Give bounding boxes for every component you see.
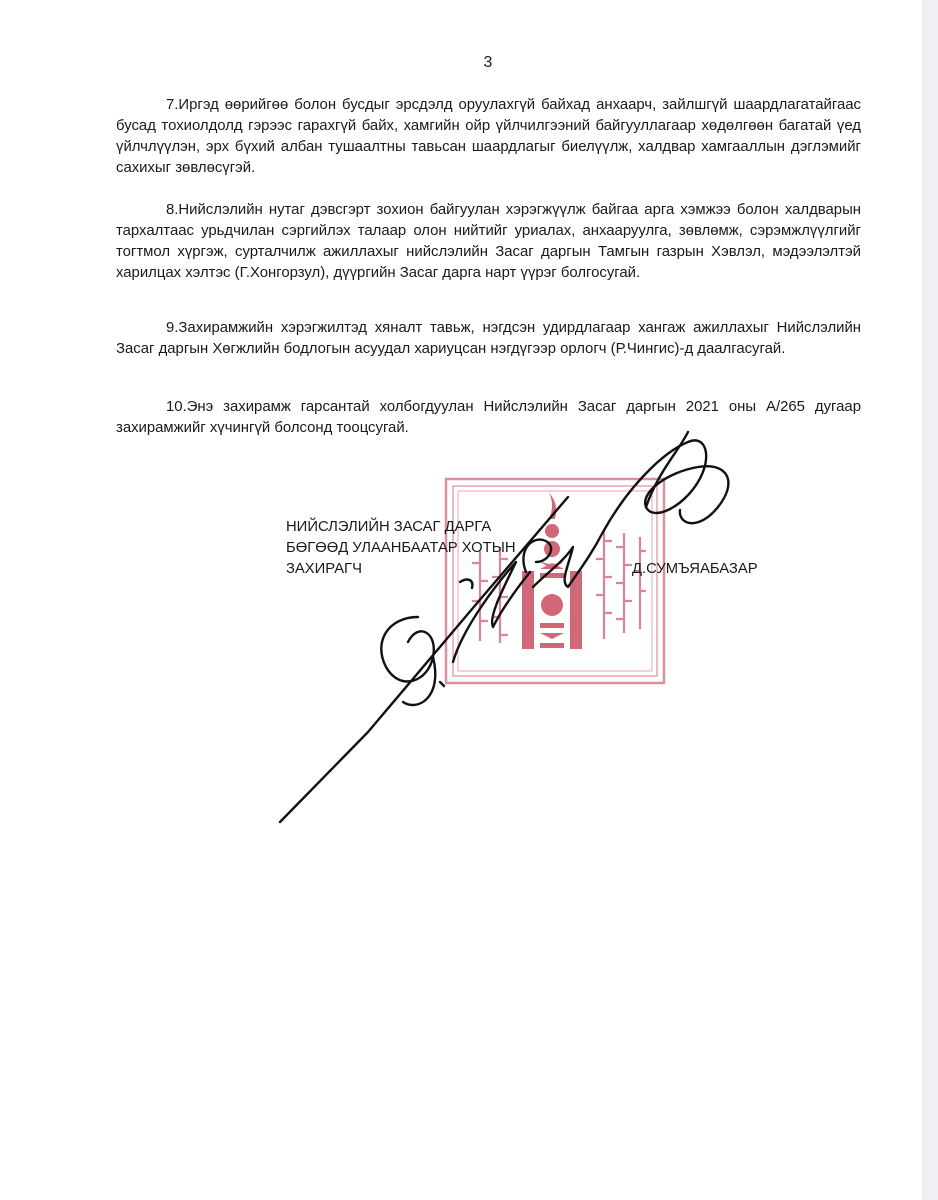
- paragraph-8: 8.Нийслэлийн нутаг дэвсгэрт зохион байгуулан хэрэгжүүлж байгаа арга хэмжээ болон халдварын тархалтаас урьдчилан сэргийлэх талаар олон нийтийг уриалах, анхааруулга, зөвлөмж, сэрэмжлүүлгийг тогтмол хүргэж, сурталчилж ажиллахыг нийслэлийн Засаг даргын Тамгын газрын Хэвлэл, мэдээлэлтэй харилцах хэлтэс (Г.Хонгорзул), дүүргийн Засаг дарга нарт үүрэг болгосугай.: [116, 202, 861, 281]
- paragraph-7: 7.Иргэд өөрийгөө болон бусдыг эрсдэлд оруулахгүй байхад анхаарч, зайлшгүй шаардлагатайгаас бусад тохиолдолд гэрээс гарахгүй байх, хамгийн ойр үйлчилгээний байгууллагаар хөдөлгөөн багатай үед үйлчлүүлэн, эрх бүхий албан тушаалтны тавьсан шаардлагыг биелүүлж, халдвар хамгааллын дэглэмийг сахихыг зөвлөсүгэй.: [116, 97, 861, 176]
- signer-name: Д.СУМЪЯАБАЗАР: [632, 561, 758, 577]
- state-seal-icon: [444, 477, 666, 685]
- page-number: 3: [483, 54, 493, 71]
- paragraph-10: 10.Энэ захирамж гарсантай холбогдуулан Нийслэлийн Засаг даргын 2021 оны А/265 дугаар захирамжийг хүчингүй болсонд тооцсугай.: [116, 399, 861, 436]
- signature-block: [286, 517, 516, 580]
- signer-title-line-2: БӨГӨӨД УЛААНБААТАР ХОТЫН: [286, 540, 516, 556]
- signer-title-line-1: НИЙСЛЭЛИЙН ЗАСАГ ДАРГА: [286, 519, 492, 535]
- paragraph-9: 9.Захирамжийн хэрэгжилтэд хяналт тавьж, нэгдсэн удирдлагаар хангаж ажиллахыг Нийслэлийн Засаг даргын Хөгжлийн бодлогын асуудал хариуцсан нэгдүгээр орлогч (Р.Чингис)-д даалгасугай.: [116, 320, 861, 357]
- page-edge-strip: [922, 0, 938, 1200]
- signer-title-line-3: ЗАХИРАГЧ: [286, 561, 362, 577]
